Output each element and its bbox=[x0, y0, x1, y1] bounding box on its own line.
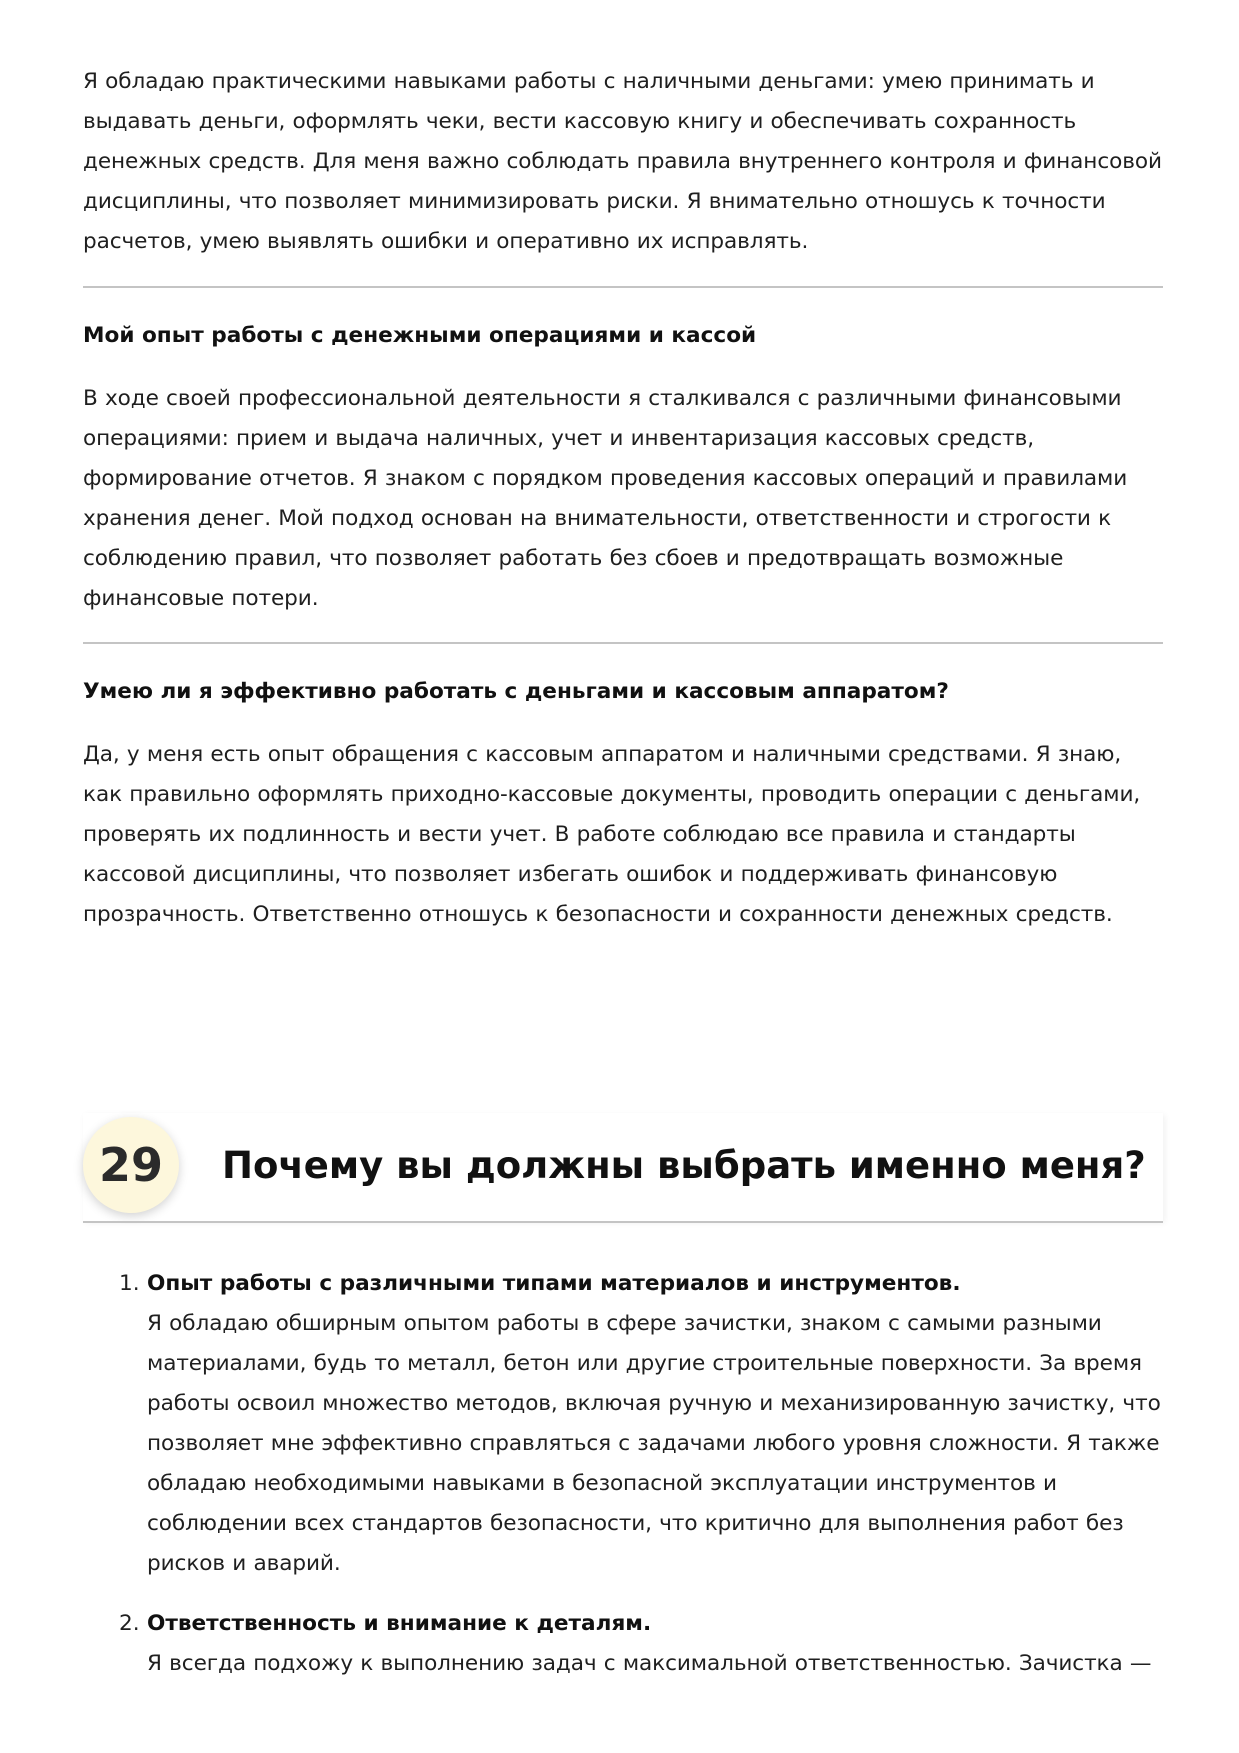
list-item-number: 1. bbox=[119, 1271, 140, 1296]
list-item-text: Я обладаю обширным опытом работы в сфере зачистки, знаком с самыми разными материалами, будь то металл, бетон или другие строительные поверхности. За время работы освоил множество методов, включая ручную и механизированную зачистку, что позволяет мне эффективно справляться с задачами любого уровня сложности. Я также обладаю необходимыми навыками в безопасной эксплуатации инструментов и соблюдении всех стандартов безопасности, что критично для выполнения работ без рисков и аварий. bbox=[147, 1311, 1161, 1576]
section-paragraph-cash-experience: В ходе своей профессиональной деятельности я сталкивался с различными финансовыми операциями: прием и выдача наличных, учет и инвентаризация кассовых средств, формирование отчетов. Я знаком с порядком проведения кассовых операций и правилами хранения денег. Мой подход основан на внимательности, ответственности и строгости к соблюдению правил, что позволяет работать без сбоев и предотвращать возможные финансовые потери. bbox=[83, 386, 1128, 611]
section-heading-cash-experience: Мой опыт работы с денежными операциями и кассой bbox=[83, 323, 757, 348]
answer-list bbox=[83, 1264, 1163, 1704]
section-heading-cash-register: Умею ли я эффективно работать с деньгами и кассовым аппаратом? bbox=[83, 679, 949, 704]
intro-paragraph: Я обладаю практическими навыками работы с наличными деньгами: умею принимать и выдавать деньги, оформлять чеки, вести кассовую книгу и обеспечивать сохранность денежных средств. Для меня важно соблюдать правила внутреннего контроля и финансовой дисциплины, что позволяет минимизировать риски. Я внимательно отношусь к точности расчетов, умею выявлять ошибки и оперативно их исправлять. bbox=[83, 69, 1162, 254]
question-title: Почему вы должны выбрать именно меня? bbox=[222, 1144, 1146, 1187]
list-item-title: Ответственность и внимание к деталям. bbox=[147, 1611, 652, 1636]
section-divider bbox=[83, 286, 1163, 288]
question-header bbox=[83, 1113, 1163, 1223]
list-item-title: Опыт работы с различными типами материалов и инструментов. bbox=[147, 1271, 961, 1296]
list-item-number: 2. bbox=[119, 1611, 140, 1636]
question-number-badge: 29 bbox=[83, 1117, 179, 1213]
list-item bbox=[83, 1264, 1163, 1584]
list-item bbox=[83, 1604, 1163, 1684]
list-item-text: Я всегда подхожу к выполнению задач с максимальной ответственностью. Зачистка — bbox=[147, 1651, 1152, 1676]
question-divider bbox=[83, 1221, 1163, 1223]
section-paragraph-cash-register: Да, у меня есть опыт обращения с кассовым аппаратом и наличными средствами. Я знаю, как правильно оформлять приходно-кассовые документы, проводить операции с деньгами, проверять их подлинность и вести учет. В работе соблюдаю все правила и стандарты кассовой дисциплины, что позволяет избегать ошибок и поддерживать финансовую прозрачность. Ответственно отношусь к безопасности и сохранности денежных средств. bbox=[83, 742, 1141, 927]
section-divider bbox=[83, 642, 1163, 644]
document-page bbox=[83, 62, 1163, 935]
